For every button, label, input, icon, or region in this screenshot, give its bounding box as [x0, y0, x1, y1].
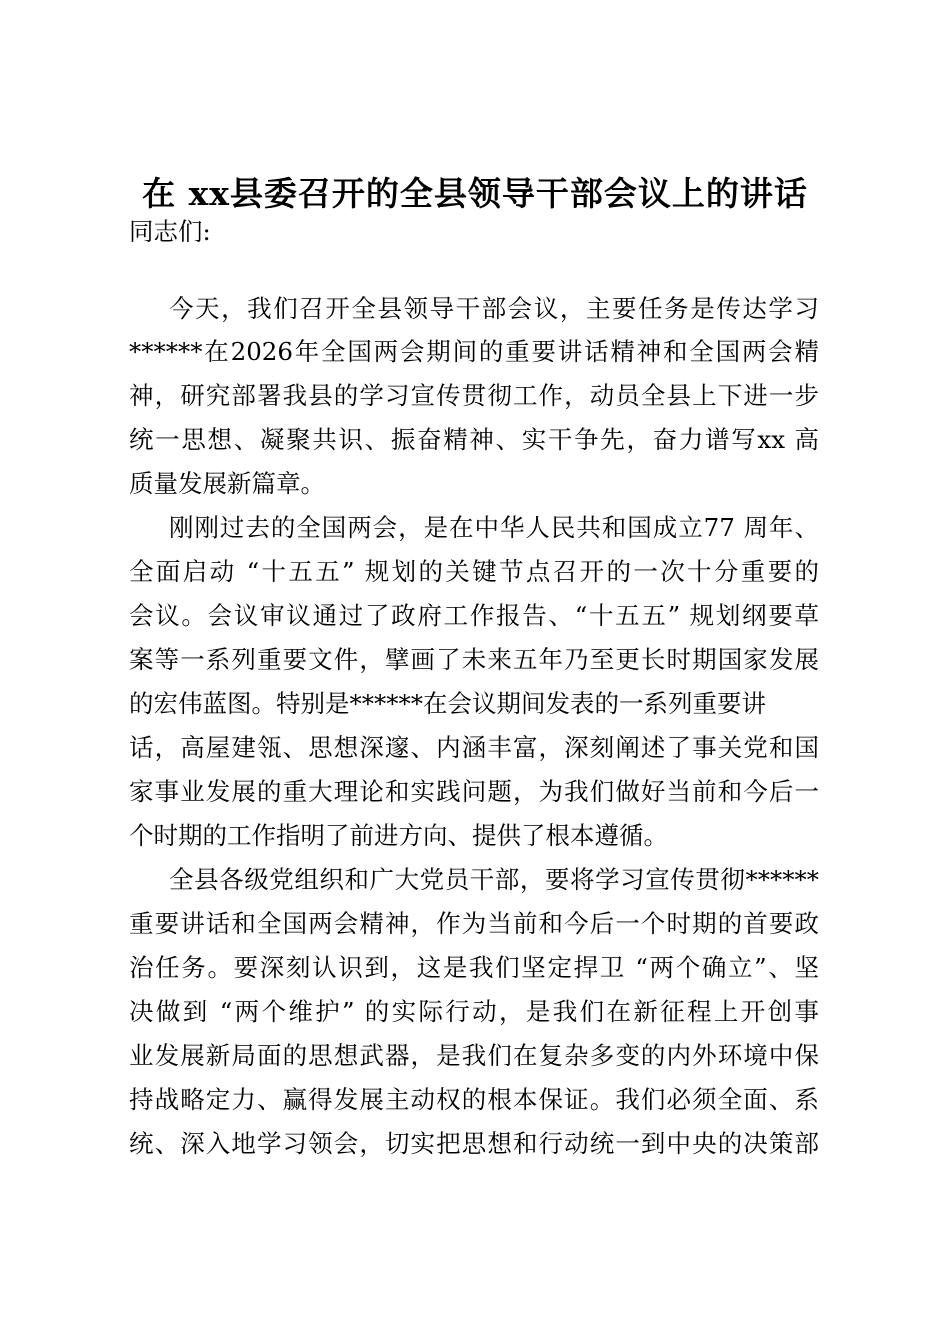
text-line: 刚刚过去的全国两会，是在中华人民共和国成立77 周年、: [169, 513, 819, 542]
text-line: 全县各级党组织和广大党员干部，要将学习宣传贯彻******: [169, 865, 819, 894]
text-line: 话，高屋建瓴、思想深邃、内涵丰富，深刻阐述了事关党和国: [129, 733, 819, 762]
text-line: 业发展新局面的思想武器，是我们在复杂多变的内外环境中保: [129, 1041, 819, 1070]
document-title: 在 xx县委召开的全县领导干部会议上的讲话: [142, 174, 808, 213]
text-line: 治任务。要深刻认识到，这是我们坚定捍卫 “两个确立”、坚: [129, 953, 819, 982]
text-line: ******在2026年全国两会期间的重要讲话精神和全国两会精: [129, 337, 819, 366]
text-line: 家事业发展的重大理论和实践问题，为我们做好当前和今后一: [129, 777, 819, 806]
text-line: 会议。会议审议通过了政府工作报告、“十五五” 规划纲要草: [129, 601, 819, 630]
text-line: 今天，我们召开全县领导干部会议，主要任务是传达学习: [169, 294, 819, 323]
text-line: 全面启动 “十五五” 规划的关键节点召开的一次十分重要的: [129, 557, 819, 586]
text-line: 持战略定力、赢得发展主动权的根本保证。我们必须全面、系: [129, 1085, 819, 1114]
text-line: 案等一系列重要文件，擘画了未来五年乃至更长时期国家发展: [129, 645, 819, 674]
text-line: 个时期的工作指明了前进方向、提供了根本遵循。: [129, 821, 668, 850]
text-line: 神，研究部署我县的学习宣传贯彻工作，动员全县上下进一步: [129, 381, 819, 410]
text-line: 质量发展新篇章。: [129, 469, 325, 498]
text-line: 决做到 “两个维护” 的实际行动，是我们在新征程上开创事: [129, 997, 819, 1026]
text-line: 的宏伟蓝图。特别是******在会议期间发表的一系列重要讲: [129, 689, 766, 718]
salutation: 同志们:: [129, 217, 211, 246]
text-line: 统一思想、凝聚共识、振奋精神、实干争先，奋力谱写xx 高: [129, 425, 819, 454]
text-line: 统、深入地学习领会，切实把思想和行动统一到中央的决策部: [129, 1129, 819, 1158]
text-line: 重要讲话和全国两会精神，作为当前和今后一个时期的首要政: [129, 909, 819, 938]
